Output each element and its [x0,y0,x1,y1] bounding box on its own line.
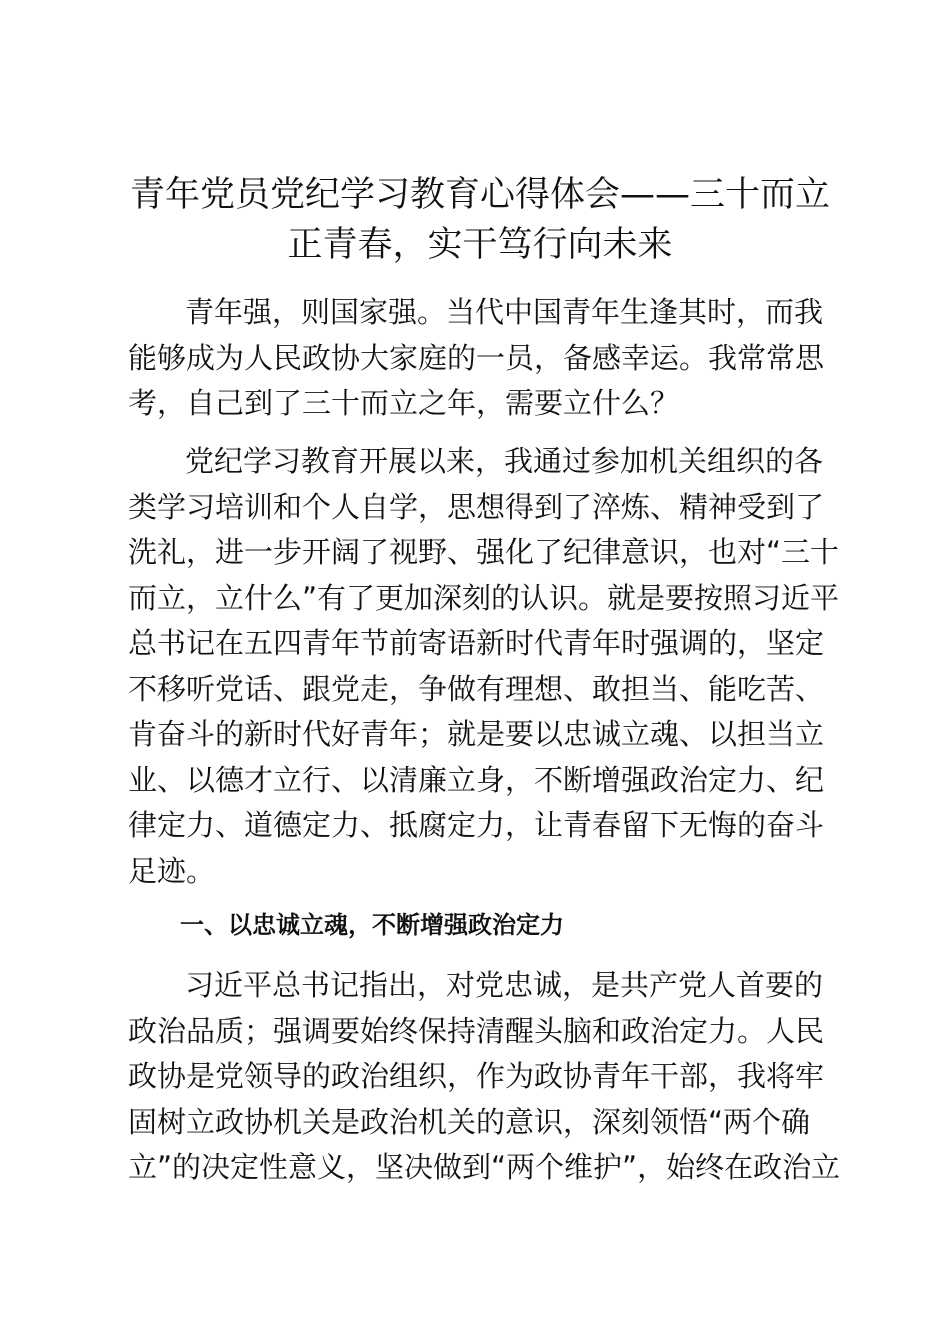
text-line: 业、以德才立行、以清廉立身，不断增强政治定力、纪 [128,762,825,797]
text-line: 不移听党话、跟党走，争做有理想、敢担当、能吃苦、 [128,671,825,706]
paragraph-learning [128,439,840,894]
title-line-1: 青年党员党纪学习教育心得体会——三十而立 [129,175,830,215]
text-line: 能够成为人民政协大家庭的一员，备感幸运。我常常思 [128,340,825,375]
text-line: 而立，立什么”有了更加深刻的认识。就是要按照习近平 [128,580,840,615]
paragraph-loyalty [128,963,841,1191]
text-line: 固树立政协机关是政治机关的意识，深刻领悟“两个确 [128,1104,811,1139]
text-line: 青年强，则国家强。当代中国青年生逢其时，而我 [185,295,824,329]
text-line: 党纪学习教育开展以来，我通过参加机关组织的各 [185,444,824,478]
text-line: 肯奋斗的新时代好青年；就是要以忠诚立魂、以担当立 [128,717,825,751]
text-line: 律定力、道德定力、抵腐定力，让青春留下无悔的奋斗 [128,808,825,842]
text-line: 考，自己到了三十而立之年，需要立什么？ [128,386,680,420]
text-line: 政协是党领导的政治组织，作为政协青年干部，我将牢 [128,1059,825,1093]
text-line: 立”的决定性意义，坚决做到“两个维护”，始终在政治立 [128,1150,841,1184]
text-line: 总书记在五四青年节前寄语新时代青年时强调的，坚定 [128,626,825,660]
section-heading: 一、以忠诚立魂，不断增强政治定力 [180,911,564,939]
text-line: 足迹。 [128,853,216,888]
document-title [120,170,840,270]
text-line: 政治品质；强调要始终保持清醒头脑和政治定力。人民 [128,1013,825,1048]
text-line: 洗礼，进一步开阔了视野、强化了纪律意识，也对“三十 [128,535,840,569]
text-line: 习近平总书记指出，对党忠诚，是共产党人首要的 [185,968,824,1002]
title-line-2: 正青春，实干笃行向未来 [287,225,673,265]
paragraph-intro [128,290,834,427]
text-line: 类学习培训和个人自学，思想得到了淬炼、精神受到了 [128,489,825,524]
